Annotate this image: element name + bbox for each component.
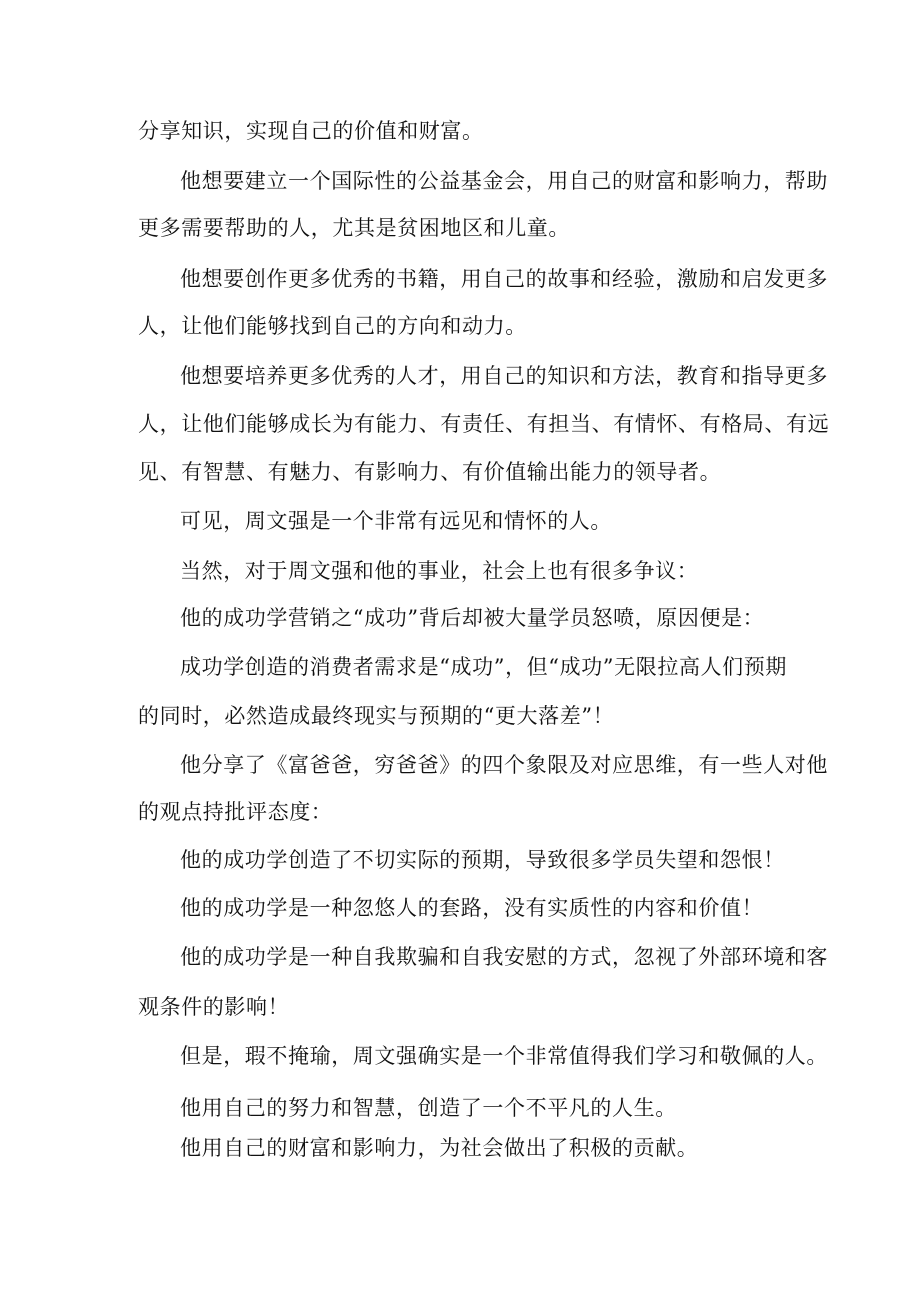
text-line: 分享知识，实现自己的价值和财富。	[138, 119, 484, 143]
text-line: 见、有智慧、有魅力、有影响力、有价值输出能力的领导者。	[138, 460, 722, 484]
text-line: 当然，对于周文强和他的事业，社会上也有很多争议：	[180, 559, 699, 583]
text-line: 他的成功学创造了不切实际的预期，导致很多学员失望和怨恨！	[180, 848, 785, 872]
text-line: 但是，瑕不掩瑜，周文强确实是一个非常值得我们学习和敬佩的人。	[180, 1044, 828, 1068]
text-line: 他分享了《富爸爸，穷爸爸》的四个象限及对应思维，有一些人对他	[180, 753, 828, 777]
text-line: 成功学创造的消费者需求是“成功”，但“成功”无限拉高人们预期	[180, 655, 787, 679]
text-line: 他的成功学是一种忽悠人的套路，没有实质性的内容和价值！	[180, 896, 764, 920]
text-line: 可见，周文强是一个非常有远见和情怀的人。	[180, 509, 612, 533]
text-line: 他想要创作更多优秀的书籍，用自己的故事和经验，激励和启发更多	[180, 267, 828, 291]
text-line: 他想要建立一个国际性的公益基金会，用自己的财富和影响力，帮助	[180, 169, 828, 193]
text-line: 的观点持批评态度：	[138, 800, 333, 824]
text-line: 他想要培养更多优秀的人才，用自己的知识和方法，教育和指导更多	[180, 364, 828, 388]
text-line: 人，让他们能够找到自己的方向和动力。	[138, 314, 527, 338]
text-line: 他的成功学是一种自我欺骗和自我安慰的方式，忽视了外部环境和客	[180, 945, 828, 969]
text-line: 他用自己的财富和影响力，为社会做出了积极的贡献。	[180, 1136, 699, 1160]
text-line: 观条件的影响！	[138, 995, 290, 1019]
text-line: 更多需要帮助的人，尤其是贫困地区和儿童。	[138, 216, 570, 240]
text-line: 他的成功学营销之“成功”背后却被大量学员怒喷，原因便是：	[180, 606, 765, 630]
text-line: 的同时，必然造成最终现实与预期的“更大落差”！	[138, 704, 615, 728]
text-line: 人，让他们能够成长为有能力、有责任、有担当、有情怀、有格局、有远	[138, 412, 830, 436]
text-line: 他用自己的努力和智慧，创造了一个不平凡的人生。	[180, 1096, 677, 1120]
